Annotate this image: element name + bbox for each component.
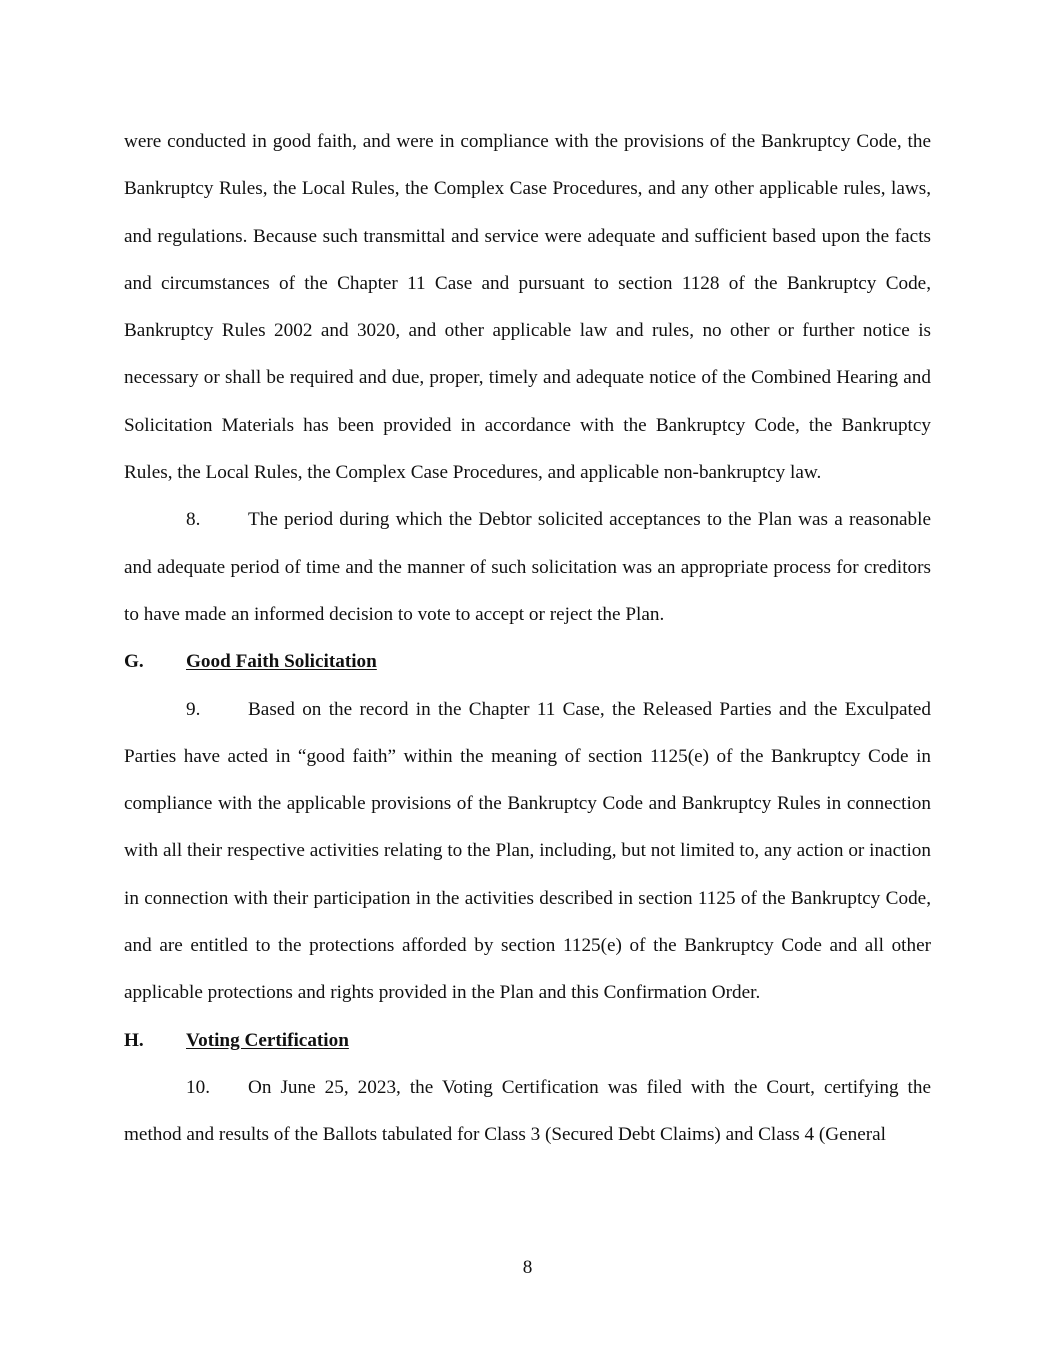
paragraph-9	[124, 686, 931, 1017]
section-title: Voting Certification	[186, 1029, 349, 1051]
paragraph-8	[124, 496, 931, 638]
section-letter: G.	[124, 651, 144, 673]
paragraph-number: 9.	[186, 698, 201, 720]
paragraph-text: Based on the record in the Chapter 11 Case, the Released Parties and the Exculpated Parties have acted in “good faith” within the meaning of section 1125(e) of the Bankruptcy Code in compliance with the applicable provisions of the Bankruptcy Code and Bankruptcy Rules in connection with all their respective activities relating to the Plan, including, but not limited to, any action or inaction in connection with their participation in the activities described in section 1125 of the Bankruptcy Code, and are entitled to the protections afforded by section 1125(e) of the Bankruptcy Code and all other applicable protections and rights provided in the Plan and this Confirmation Order.	[124, 698, 931, 1004]
document-body	[124, 118, 931, 1159]
paragraph-10	[124, 1064, 931, 1159]
paragraph-continuation: were conducted in good faith, and were in compliance with the provisions of the Bankruptcy Code, the Bankruptcy Rules, the Local Rules, the Complex Case Procedures, and any other applicable rules, laws, and regulations. Because such transmittal and service were adequate and sufficient based upon the facts and circumstances of the Chapter 11 Case and pursuant to section 1128 of the Bankruptcy Code, Bankruptcy Rules 2002 and 3020, and other applicable law and rules, no other or further notice is necessary or shall be required and due, proper, timely and adequate notice of the Combined Hearing and Solicitation Materials has been provided in accordance with the Bankruptcy Code, the Bankruptcy Rules, the Local Rules, the Complex Case Procedures, and applicable non-bankruptcy law.	[124, 131, 931, 484]
page-number: 8	[522, 1257, 533, 1278]
section-heading-h	[124, 1017, 931, 1064]
paragraph-number: 10.	[186, 1076, 210, 1098]
section-letter: H.	[124, 1029, 144, 1051]
paragraph-number: 8.	[186, 509, 201, 531]
section-heading-g	[124, 638, 931, 685]
paragraph-text: On June 25, 2023, the Voting Certification was filed with the Court, certifying the method and results of the Ballots tabulated for Class 3 (Secured Debt Claims) and Class 4 (General	[124, 1076, 931, 1146]
section-title: Good Faith Solicitation	[186, 651, 377, 673]
paragraph-text: The period during which the Debtor solicited acceptances to the Plan was a reasonable and adequate period of time and the manner of such solicitation was an appropriate process for creditors to have made an informed decision to vote to accept or reject the Plan.	[124, 509, 931, 625]
